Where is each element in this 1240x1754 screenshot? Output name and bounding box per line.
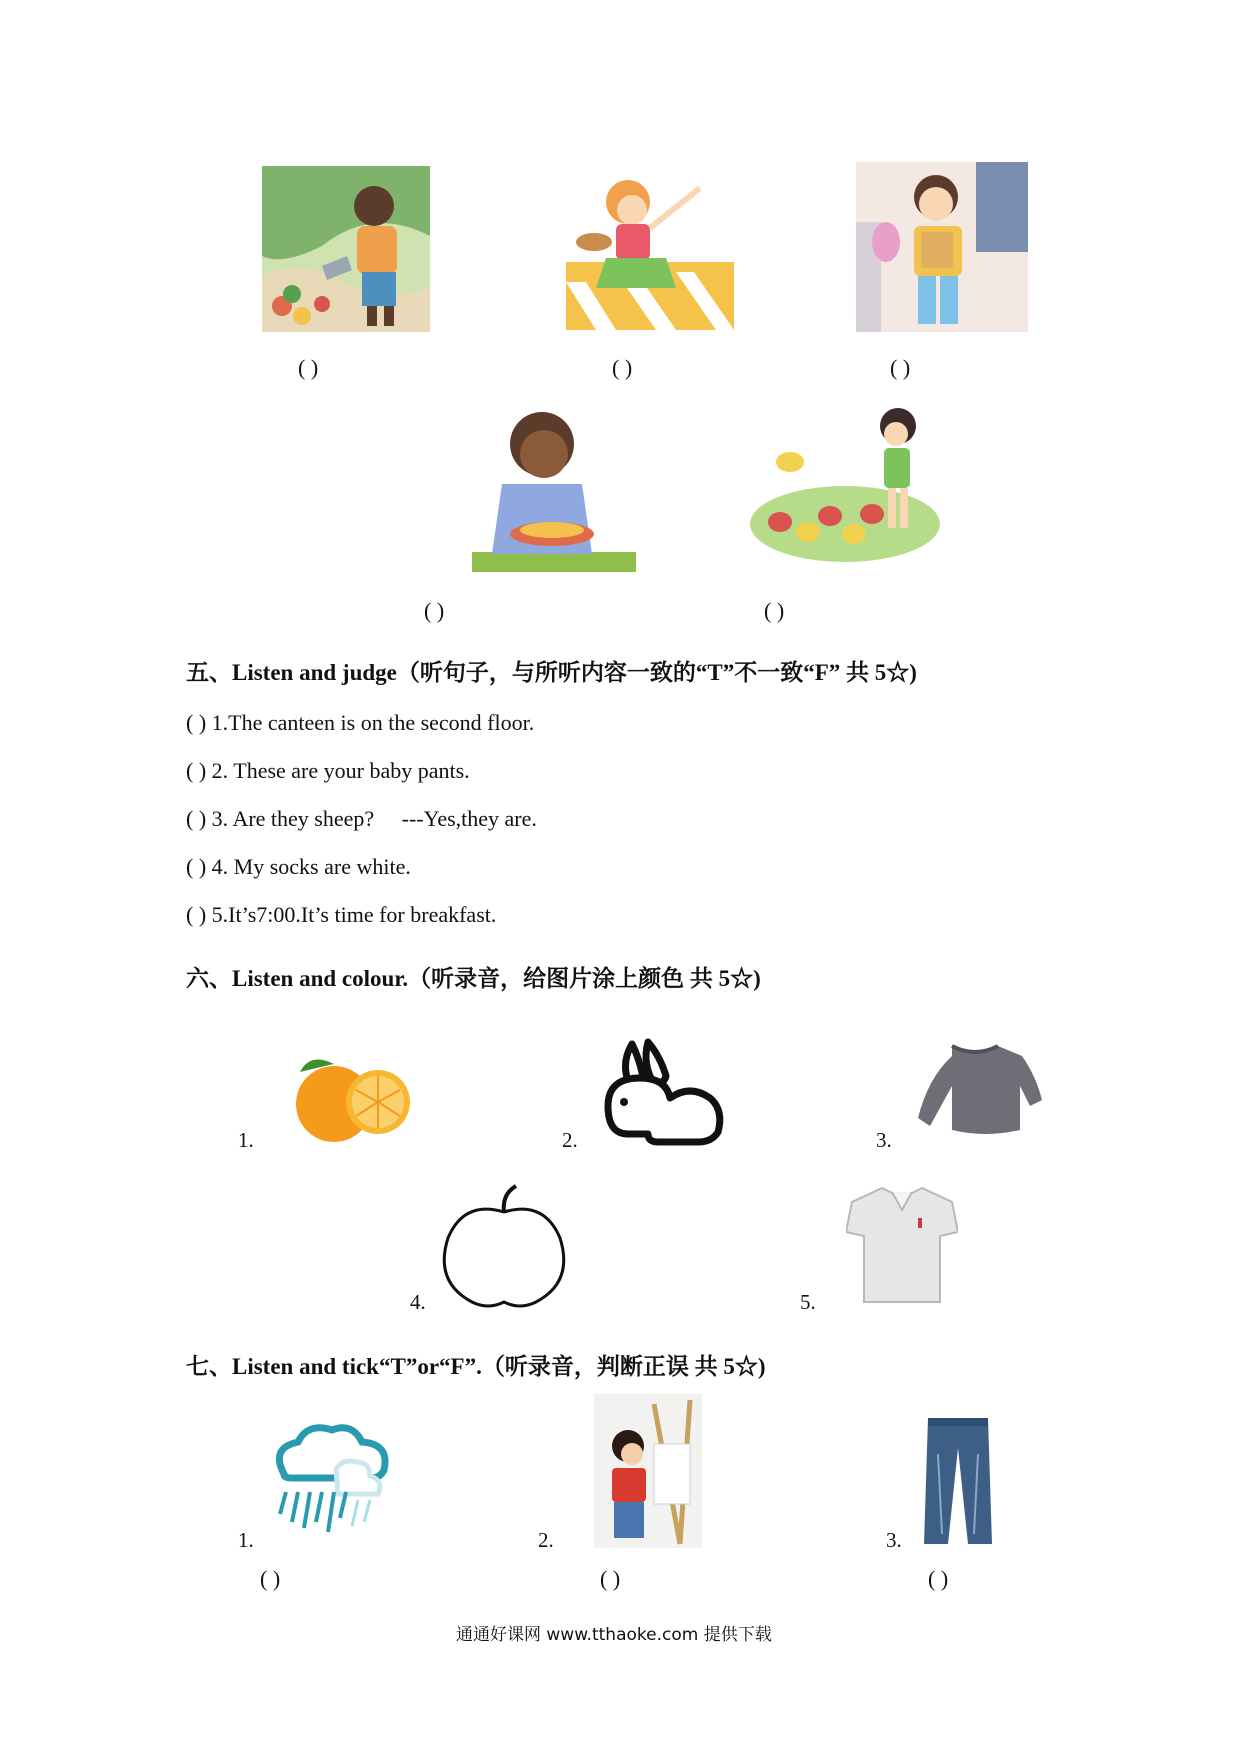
picture-sweater xyxy=(908,1040,1042,1136)
judge-item-1 xyxy=(186,710,534,736)
item-number: 5. xyxy=(800,1290,816,1314)
item-number: 1. xyxy=(238,1128,254,1152)
answer-blank[interactable]: ( ) xyxy=(186,854,207,879)
answer-blank[interactable]: ( ) xyxy=(186,902,207,927)
answer-blank[interactable]: ( ) xyxy=(612,355,633,380)
answer-blank[interactable]: ( ) xyxy=(600,1566,621,1591)
picture-boy-painting xyxy=(594,1394,702,1548)
picture-jeans xyxy=(922,1414,994,1548)
section-heading-listen-and-judge: 五、Listen and judge（听句子，与所听内容一致的“T”不一致“F” 共 5☆) xyxy=(186,660,917,685)
judge-sentence: 3. Are they sheep? ---Yes,they are. xyxy=(211,806,537,831)
item-number: 2. xyxy=(538,1528,554,1552)
judge-sentence: 5.It’s7:00.It’s time for breakfast. xyxy=(211,902,497,927)
item-number: 1. xyxy=(238,1528,254,1552)
answer-blank[interactable]: ( ) xyxy=(298,355,319,380)
section-heading-listen-and-tick: 七、Listen and tick“T”or“F”.（听录音，判断正误 共 5☆) xyxy=(186,1354,766,1379)
answer-blank[interactable]: ( ) xyxy=(764,598,785,623)
answer-blank[interactable]: ( ) xyxy=(890,355,911,380)
picture-watering-flowers xyxy=(262,166,430,332)
judge-item-3 xyxy=(186,806,537,832)
picture-rabbit-outline xyxy=(592,1036,726,1148)
picture-orange xyxy=(282,1046,414,1146)
picture-boy-reading xyxy=(856,162,1028,332)
answer-blank[interactable]: ( ) xyxy=(424,598,445,623)
judge-item-2 xyxy=(186,758,470,784)
picture-polo-shirt xyxy=(846,1184,958,1306)
judge-sentence: 1.The canteen is on the second floor. xyxy=(211,710,535,735)
answer-blank[interactable]: ( ) xyxy=(186,758,207,783)
answer-blank[interactable]: ( ) xyxy=(186,710,207,735)
answer-blank[interactable]: ( ) xyxy=(260,1566,281,1591)
picture-rain-cloud xyxy=(266,1422,396,1546)
item-number: 3. xyxy=(876,1128,892,1152)
judge-sentence: 4. My socks are white. xyxy=(211,854,411,879)
footer-source-note: 通通好课网 www.tthaoke.com 提供下载 xyxy=(456,1625,772,1645)
judge-item-4 xyxy=(186,854,411,880)
judge-item-5 xyxy=(186,902,496,928)
judge-sentence: 2. These are your baby pants. xyxy=(211,758,470,783)
answer-blank[interactable]: ( ) xyxy=(186,806,207,831)
answer-blank[interactable]: ( ) xyxy=(928,1566,949,1591)
picture-girl-dancing xyxy=(566,162,734,330)
item-number: 2. xyxy=(562,1128,578,1152)
picture-apple-outline xyxy=(438,1182,568,1314)
section-heading-listen-and-colour: 六、Listen and colour.（听录音，给图片涂上颜色 共 5☆) xyxy=(186,966,761,991)
item-number: 3. xyxy=(886,1528,902,1552)
picture-boy-washing xyxy=(472,404,636,572)
picture-girl-feeding-chickens xyxy=(750,404,940,564)
item-number: 4. xyxy=(410,1290,426,1314)
